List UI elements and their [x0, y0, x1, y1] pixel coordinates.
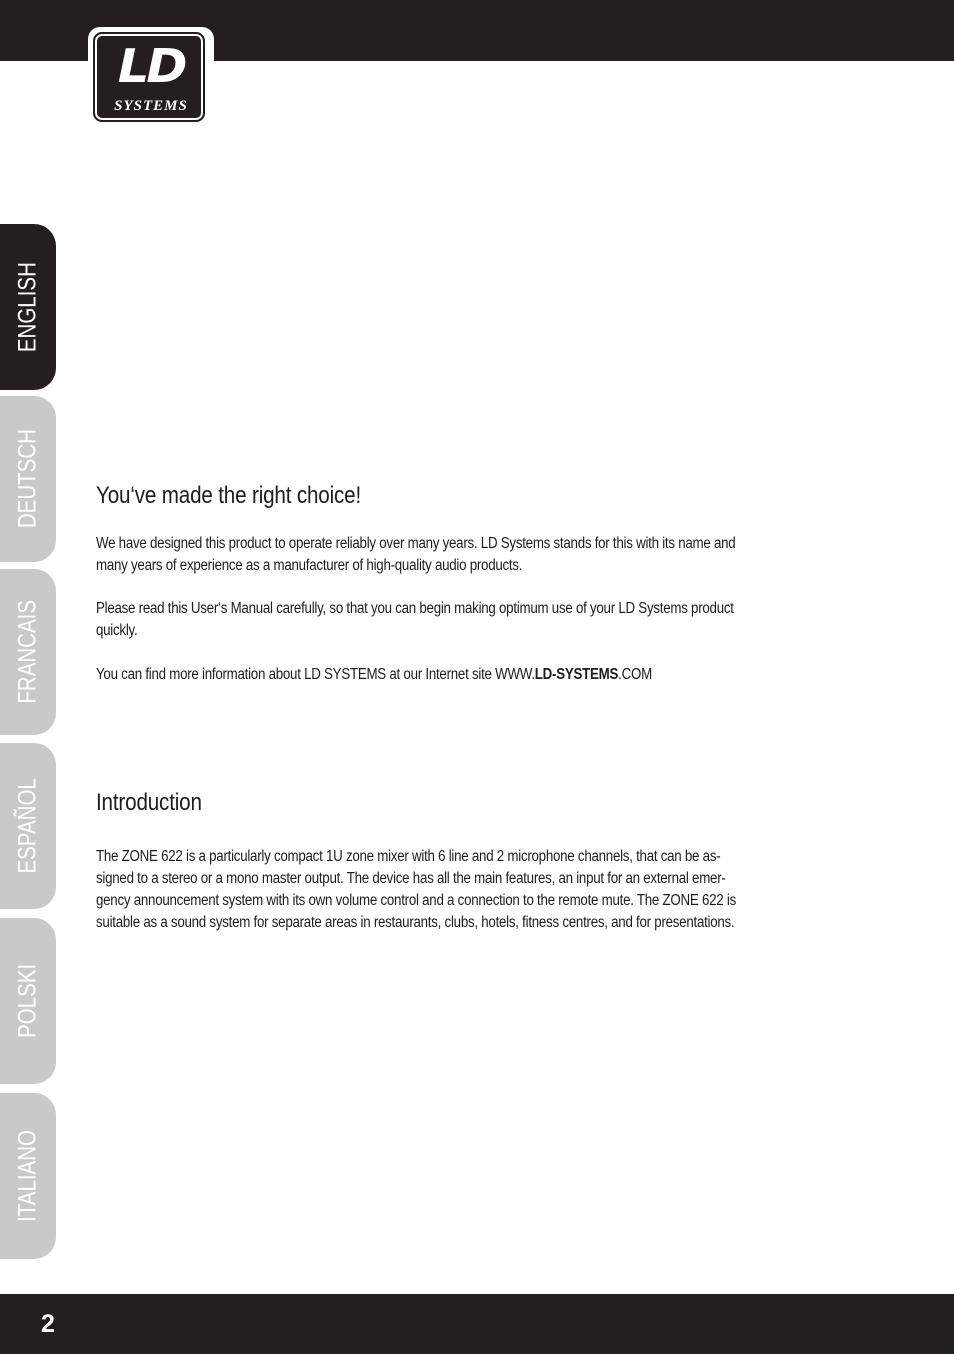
page-number: 2	[41, 1310, 55, 1338]
text-line: The ZONE 622 is a particularly compact 1U zone mixer with 6 line and 2 microphone channels, that can be as-	[96, 848, 721, 865]
text-line: quickly.	[96, 622, 138, 639]
website-prefix: You can find more information about LD SYSTEMS at our Internet site WWW.	[96, 666, 535, 683]
section-heading-introduction: Introduction	[96, 789, 202, 816]
text-line: signed to a stereo or a mono master output. The device has all the main features, an input for an external emer-	[96, 870, 726, 887]
section-heading-choice: You‘ve made the right choice!	[96, 482, 362, 509]
text-line: suitable as a sound system for separate areas in restaurants, clubs, hotels, fitness centres, and for presentations.	[96, 914, 735, 931]
website-brand[interactable]: LD-SYSTEMS	[534, 666, 619, 683]
logo-subtitle: SYSTEMS	[114, 98, 188, 114]
tab-deutsch[interactable]	[0, 396, 56, 562]
tab-label: DEUTSCH	[13, 429, 42, 529]
brand-logo	[88, 27, 214, 127]
tab-label: ENGLISH	[13, 262, 42, 353]
footer-bar	[0, 1294, 954, 1354]
logo-badge	[93, 32, 205, 122]
tab-label: ITALIANO	[13, 1130, 42, 1222]
text-line: We have designed this product to operate reliably over many years. LD Systems stands for this with its name and	[96, 535, 736, 552]
tab-label: FRANCAIS	[13, 600, 42, 704]
paragraph-manual	[96, 598, 916, 642]
tab-italiano[interactable]	[0, 1093, 56, 1259]
tab-espanol[interactable]	[0, 743, 56, 909]
paragraph-intro	[96, 533, 916, 577]
tab-label: ESPAÑOL	[13, 778, 42, 874]
text-line: gency announcement system with its own volume control and a connection to the remote mute. The ZONE 622 is	[96, 892, 737, 909]
tab-polski[interactable]	[0, 918, 56, 1084]
tab-francais[interactable]	[0, 569, 56, 735]
paragraph-website	[96, 664, 916, 686]
website-suffix: .COM	[618, 666, 652, 683]
paragraph-introduction	[96, 846, 916, 934]
text-line: Please read this User‘s Manual carefully, so that you can begin making optimum use of your LD Systems product	[96, 600, 734, 617]
tab-english[interactable]	[0, 224, 56, 390]
logo-letters: LD	[117, 39, 185, 93]
text-line	[96, 664, 801, 686]
tab-label: POLSKI	[13, 963, 42, 1039]
text-line: many years of experience as a manufacturer of high-quality audio products.	[96, 557, 523, 574]
